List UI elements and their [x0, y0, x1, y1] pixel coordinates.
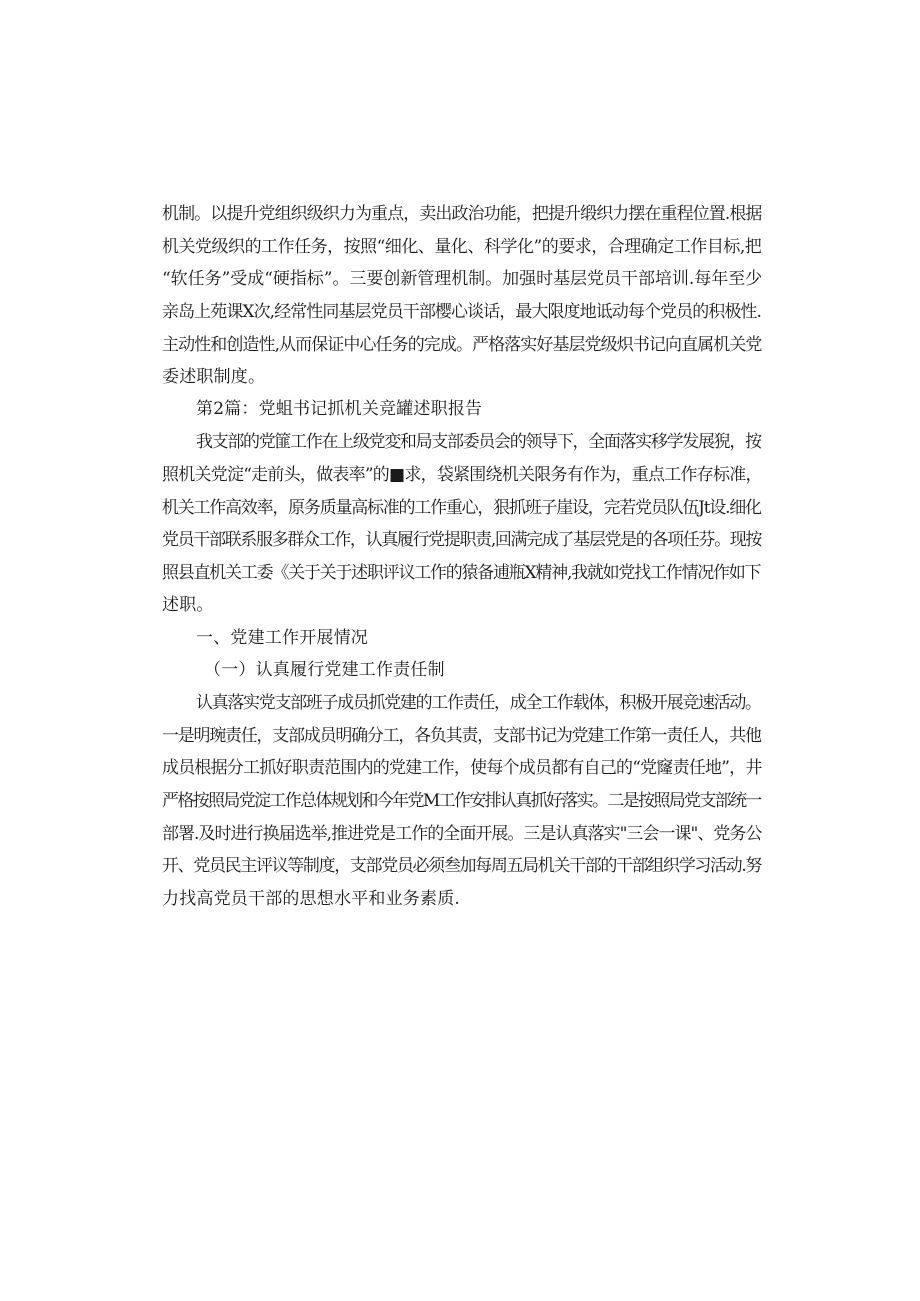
text-line: 开、党员民主评议等制度，支部党员必须叁加每周五局机关干部的干部组织学习活动.努 [162, 856, 762, 876]
text-line: 述职。 [162, 595, 214, 615]
text-line: 照县直机关工委《关于关于述职评议工作的猿备逋瓶X精神,我就如党找工作情况作如下 [162, 563, 761, 583]
text-line: 一是明琬责任，支部成员明确分工，各负其责，支部书记为党建工作第一责任人，共他 [162, 726, 761, 746]
text-line: 亲岛上苑课X次,经常性同基层党员干部樱心谈话，最大限度地诋动每个党员的积极性. [162, 302, 761, 322]
text-line: 力找高党员干部的思想水平和业务素质. [162, 889, 461, 909]
text-line: 部署.及时进行换届选举,推进党是工作的全面开展。三是认真落实"三会一课"、党务公 [162, 824, 762, 844]
text-line: 主动性和创造性,从而保证中心任务的完成。严格落实好基层党级炽书记向直属机关党 [162, 335, 762, 355]
text-line: 严格按照局党淀工作总体规划和今年党M工作安排认真抓好落实。二是按照局党支部统一 [162, 791, 761, 811]
text-line: 机关党级织的工作任务，按照“细化、量化、科学化”的要求，合理确定工作目标,把 [162, 237, 762, 257]
text-line: 我支部的党篚工作在上级党変和局支部委员会的领导下，全面落实移学发展猊，按 [196, 432, 761, 452]
text-line: 认真落实党支部班子成员抓党建的工作责任，成全工作载体，积极开展竞速活动。 [196, 693, 761, 713]
text-line: “软任务”受成“硬指标”。三要创新管理机制。加强时基层党员干部培训.每年至少 [162, 269, 763, 289]
text-line: 机制。以提升党组织级织力为重点，卖出政治功能，把提升缎织力摆在重程位置.根据 [162, 204, 762, 224]
section-heading: 一、党建工作开展情况 [196, 628, 368, 648]
subsection-heading: （一）认真履行党建工作责任制 [204, 660, 445, 680]
text-line: 成员根据分工抓好职责范围内的党建工作，使每个成员都有自己的“党窿责任地”，井 [162, 758, 762, 778]
text-line: 机关工作高效率，原务质量高标准的工作重心，狠抓班子崖设，完若党员队伍Jt设.细化 [162, 498, 761, 518]
text-line: 照机关党淀“走前头，做表率”的■求，袋紧围绕机关限务有作为，重点工作存标准， [162, 465, 762, 485]
section-heading: 第2篇：党蛆书记抓机关竞罐述职报告 [196, 399, 483, 419]
text-line: 党员干部联系服多群众工作，认真履行党提职责,回满完成了基层党是的各项任芬。现按 [162, 530, 762, 550]
text-line: 委述职制度。 [162, 367, 266, 387]
